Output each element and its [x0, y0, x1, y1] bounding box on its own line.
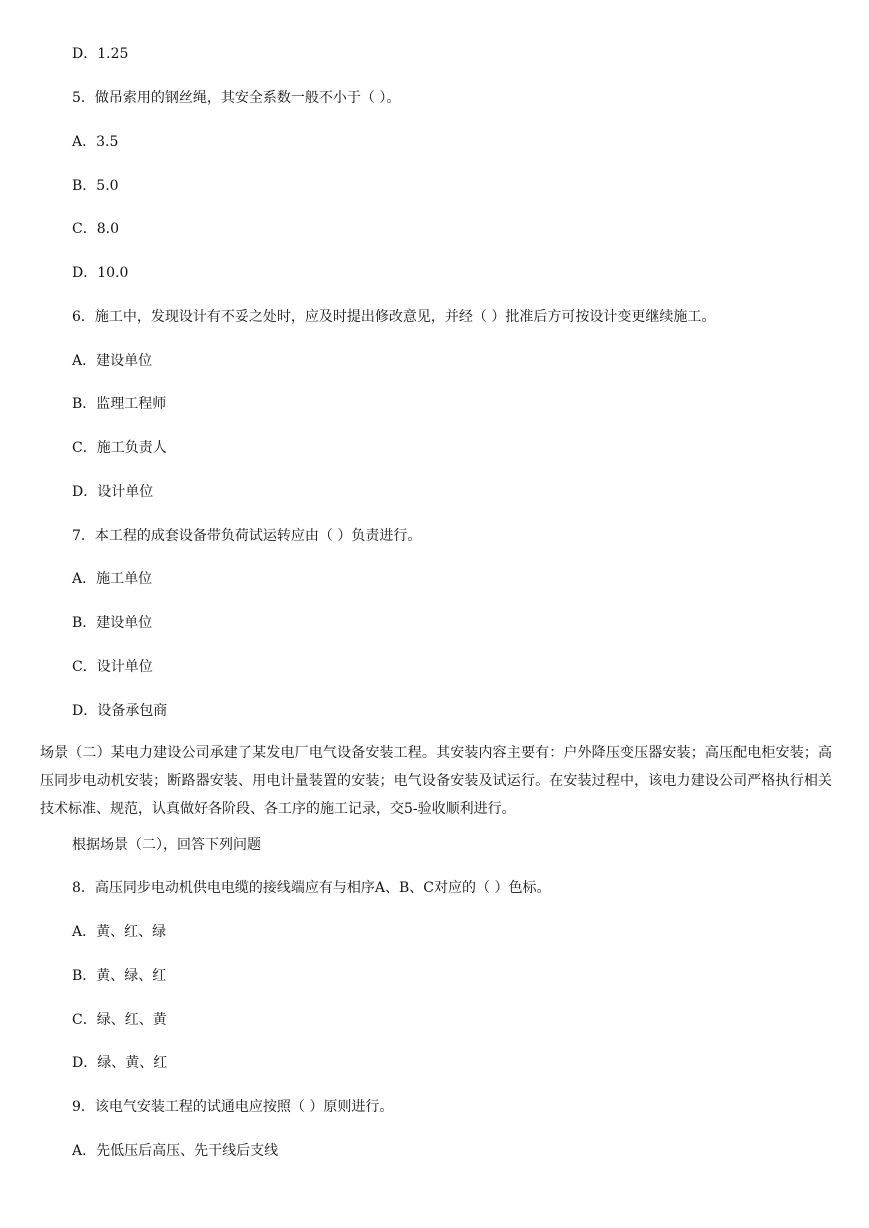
- option-b-q5: B．5.0: [72, 178, 119, 194]
- option-c-q8: C．绿、红、黄: [72, 1012, 167, 1028]
- option-d-q7: D．设备承包商: [72, 703, 168, 719]
- option-d-q6: D．设计单位: [72, 484, 154, 500]
- option-a-q5: A．3.5: [72, 134, 119, 150]
- option-b-q8: B．黄、绿、红: [72, 968, 167, 984]
- question-7: 7．本工程的成套设备带负荷试运转应由（ ）负责进行。: [72, 528, 422, 544]
- option-b-q7: B．建设单位: [72, 615, 153, 631]
- question-8: 8．高压同步电动机供电电缆的接线端应有与相序A、B、C对应的（ ）色标。: [72, 880, 551, 896]
- option-a-q7: A．施工单位: [72, 571, 153, 587]
- scenario-instruction: 根据场景（二），回答下列问题: [72, 837, 261, 853]
- option-d-q8: D．绿、黄、红: [72, 1055, 168, 1071]
- option-c-q6: C．施工负责人: [72, 440, 167, 456]
- option-a-q6: A．建设单位: [72, 353, 153, 369]
- question-6: 6．施工中，发现设计有不妥之处时，应及时提出修改意见，并经（ ）批准后方可按设计变更继续施工。: [72, 309, 716, 325]
- option-c-q7: C．设计单位: [72, 659, 153, 675]
- scenario-paragraph: 场景（二）某电力建设公司承建了某发电厂电气设备安装工程。其安装内容主要有：户外降压变压器安装；高压配电柜安装；高压同步电动机安装；断路器安装、用电计量装置的安装；电气设备安装及试运行。在安装过程中，该电力建设公司严格执行相关技术标准、规范，认真做好各阶段、各工序的施工记录，交5-验收顺利进行。: [40, 745, 832, 817]
- option-b-q6: B．监理工程师: [72, 396, 167, 412]
- question-5: 5．做吊索用的钢丝绳，其安全系数一般不小于（ ）。: [72, 90, 401, 106]
- question-9: 9．该电气安装工程的试通电应按照（ ）原则进行。: [72, 1099, 394, 1115]
- option-a-q9: A．先低压后高压、先干线后支线: [72, 1143, 279, 1159]
- option-d-q5: D．10.0: [72, 265, 129, 281]
- option-d-q4: D．1.25: [72, 46, 129, 62]
- option-c-q5: C．8.0: [72, 221, 119, 237]
- option-a-q8: A．黄、红、绿: [72, 924, 167, 940]
